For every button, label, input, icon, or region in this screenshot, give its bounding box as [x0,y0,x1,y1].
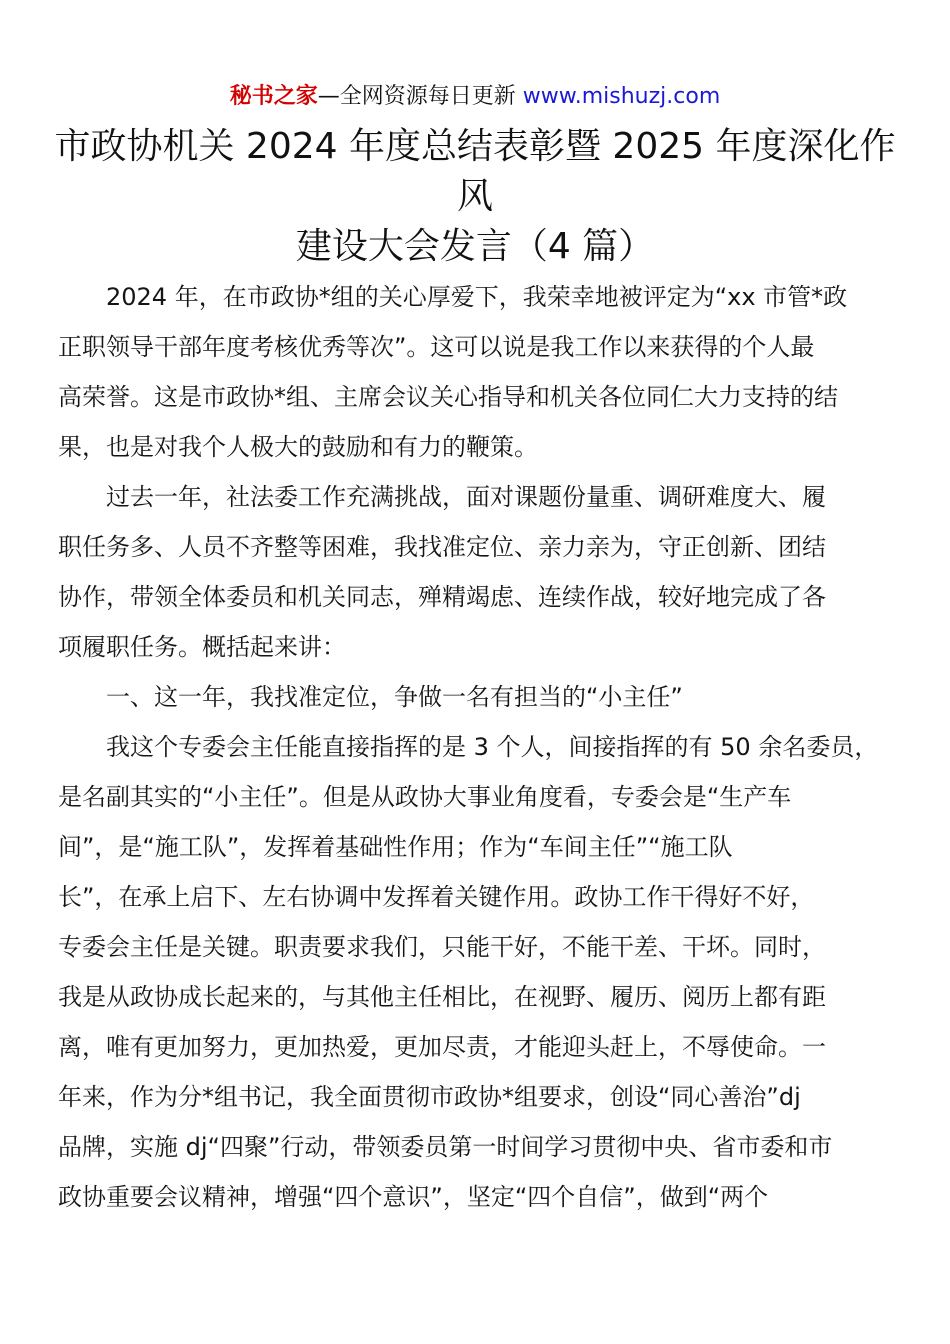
site-header [0,82,950,112]
body-line: 高荣誉。这是市政协*组、主席会议关心指导和机关各位同仁大力支持的结 [58,383,838,411]
body-line: 年来，作为分*组书记，我全面贯彻市政协*组要求，创设“同心善治”dj [58,1083,801,1111]
body-line: 间”，是“施工队”，发挥着基础性作用；作为“车间主任”“施工队 [58,833,733,861]
body-line: 协作，带领全体委员和机关同志，殚精竭虑、连续作战，较好地完成了各 [58,583,826,611]
body-line: 政协重要会议精神，增强“四个意识”，坚定“四个自信”，做到“两个 [58,1183,769,1211]
body-line: 职任务多、人员不齐整等困难，我找准定位、亲力亲为，守正创新、团结 [58,533,826,561]
site-brand[interactable]: 秘书之家 [229,84,318,109]
body-line: 我是从政协成长起来的，与其他主任相比，在视野、履历、阅历上都有距 [58,983,826,1011]
title-line: 风 [456,176,493,217]
body-line: 离，唯有更加努力，更加热爱，更加尽责，才能迎头赶上，不辱使命。一 [58,1033,826,1061]
section-heading: 一、这一年，我找准定位，争做一名有担当的“小主任” [106,683,683,711]
body-line: 正职领导干部年度考核优秀等次”。这可以说是我工作以来获得的个人最 [58,333,815,361]
title-line: 市政协机关 2024 年度总结表彰暨 2025 年度深化作 [54,126,896,167]
document-title [40,122,910,272]
body-line: 品牌，实施 dj“四聚”行动，带领委员第一时间学习贯彻中央、省市委和市 [58,1133,833,1161]
title-line: 建设大会发言（4 篇） [295,226,655,267]
site-url-link[interactable]: www.mishuzj.com [522,84,721,109]
body-line: 过去一年，社法委工作充满挑战，面对课题份量重、调研难度大、履 [106,483,826,511]
document-body [58,272,896,1222]
body-line: 我这个专委会主任能直接指挥的是 3 个人，间接指挥的有 50 余名委员， [106,733,879,761]
body-line: 2024 年，在市政协*组的关心厚爱下，我荣幸地被评定为“xx 市管*政 [106,283,848,311]
body-line: 长”，在承上启下、左右协调中发挥着关键作用。政协工作干得好不好， [58,883,815,911]
body-line: 是名副其实的“小主任”。但是从政协大事业角度看，专委会是“生产车 [58,783,792,811]
body-line: 果，也是对我个人极大的鼓励和有力的鞭策。 [58,433,538,461]
body-line: 项履职任务。概括起来讲： [58,633,346,661]
site-slogan: —全网资源每日更新 [317,84,523,109]
body-line: 专委会主任是关键。职责要求我们，只能干好，不能干差、干坏。同时， [58,933,826,961]
